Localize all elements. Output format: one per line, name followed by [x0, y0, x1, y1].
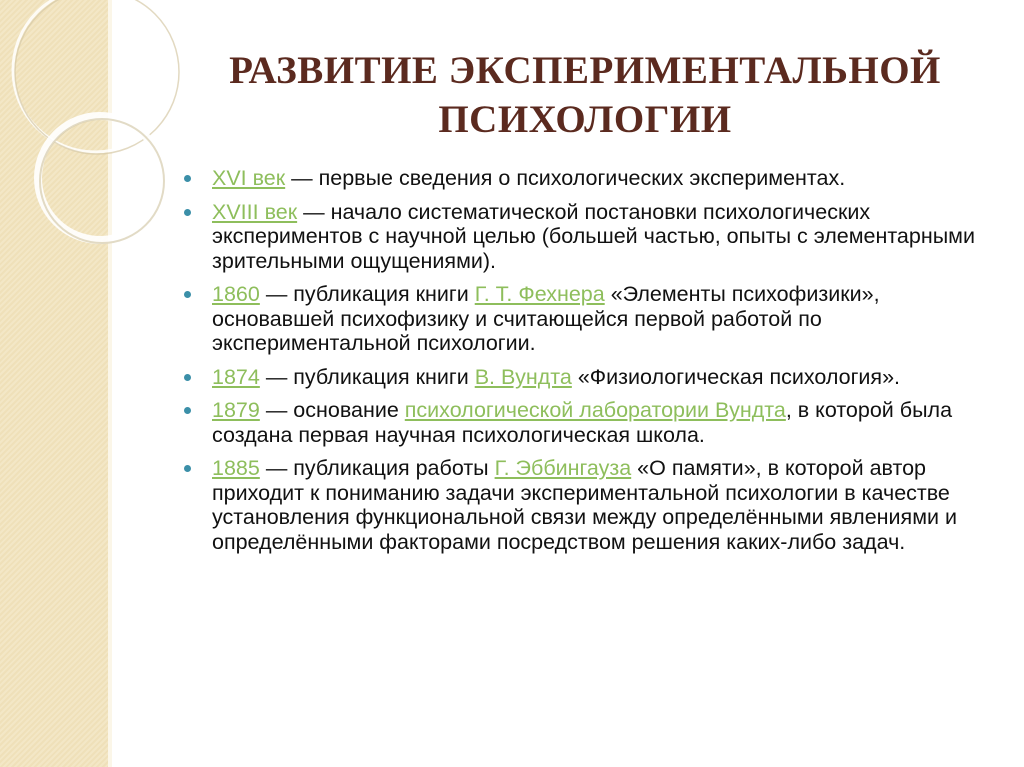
link-xviii-century[interactable]: XVIII век	[212, 199, 298, 224]
item-text-tail: «Физиологическая психология».	[571, 364, 901, 389]
decor-circle-middle-shadow	[40, 119, 164, 243]
link-1885[interactable]: 1885	[212, 456, 260, 480]
bullet-dot-icon	[184, 407, 191, 414]
history-bullet-list	[182, 166, 1002, 563]
bullet-dot-icon	[184, 175, 191, 182]
page-title	[170, 46, 1000, 144]
link-wundt[interactable]: В. Вундта	[474, 364, 572, 389]
item-text: — первые сведения о психологических экспериментах.	[285, 166, 846, 190]
list-item	[182, 365, 1002, 390]
link-wundt-laboratory[interactable]: психологической лаборатории Вундта	[404, 398, 786, 422]
item-text-tail: «Элементы психофизики», основавшей психофизику и считающейся первой работой по экспериментальной психологии.	[212, 282, 880, 355]
bullet-dot-icon	[184, 374, 191, 381]
link-fechner[interactable]: Г. Т. Фехнера	[474, 282, 605, 306]
list-item	[182, 200, 1002, 274]
title-line-2: ПСИХОЛОГИИ	[438, 98, 732, 141]
list-item	[182, 282, 1002, 356]
list-item	[182, 456, 1002, 554]
item-text: — основание	[259, 398, 405, 422]
title-line-1: РАЗВИТИЕ ЭКСПЕРИМЕНТАЛЬНОЙ	[229, 49, 941, 92]
list-item	[182, 398, 1002, 447]
decor-circle-top-shadow	[15, 0, 179, 154]
item-text-tail: «О памяти», в которой автор приходит к пониманию задачи экспериментальной психологии в качестве установления функциональной связи между определёнными явлениями и определёнными факторами посредством решения каких-либо задач.	[212, 456, 957, 554]
link-1879[interactable]: 1879	[212, 398, 260, 422]
bullet-dot-icon	[184, 291, 191, 298]
link-1874[interactable]: 1874	[212, 364, 260, 389]
bullet-dot-icon	[184, 465, 191, 472]
item-text: — публикация книги	[259, 364, 475, 389]
bullet-dot-icon	[184, 209, 191, 216]
item-text: — начало систематической постановки психологических экспериментов с научной целью (большей частью, опыты с элементарными зрительными ощущениями).	[212, 199, 975, 273]
link-ebbinghaus[interactable]: Г. Эббингауза	[494, 456, 632, 480]
item-text: — публикация работы	[259, 456, 495, 480]
link-1860[interactable]: 1860	[212, 282, 260, 306]
item-text: — публикация книги	[259, 282, 475, 306]
item-text-tail: , в которой была создана первая научная психологическая школа.	[212, 398, 953, 447]
list-item	[182, 166, 1002, 191]
link-xvi-century[interactable]: XVI век	[212, 166, 286, 190]
